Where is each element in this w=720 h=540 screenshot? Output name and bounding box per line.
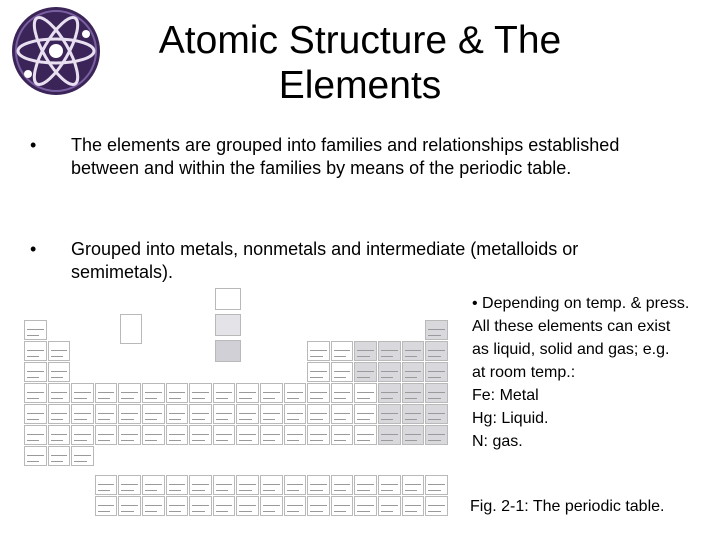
element-cell (402, 362, 425, 382)
element-cell (260, 404, 283, 424)
title-line-1: Atomic Structure & The (158, 19, 562, 62)
element-cell (236, 496, 259, 516)
element-cell (425, 475, 448, 495)
element-cell (354, 404, 377, 424)
legend-swatch (215, 288, 241, 310)
element-cell (260, 425, 283, 445)
element-cell (213, 475, 236, 495)
element-cell (236, 475, 259, 495)
element-cell (402, 383, 425, 403)
element-cell (213, 425, 236, 445)
element-cell (142, 475, 165, 495)
side-note (472, 292, 718, 453)
element-cell (284, 475, 307, 495)
element-cell (354, 362, 377, 382)
element-cell (260, 383, 283, 403)
element-cell (425, 341, 448, 361)
element-cell (213, 383, 236, 403)
element-cell (48, 446, 71, 466)
side-note-line: N: gas. (472, 433, 523, 450)
slide-title (115, 18, 605, 108)
element-cell (166, 496, 189, 516)
element-cell (307, 362, 330, 382)
element-cell (189, 496, 212, 516)
element-cell (378, 404, 401, 424)
element-cell (95, 475, 118, 495)
side-note-line: at room temp.: (472, 364, 576, 381)
element-cell (213, 496, 236, 516)
element-cell (378, 341, 401, 361)
element-cell (331, 425, 354, 445)
element-cell (166, 404, 189, 424)
side-note-lead: • Depending on temp. & press. (472, 295, 690, 312)
element-cell (213, 404, 236, 424)
element-cell (142, 404, 165, 424)
side-note-line: Hg: Liquid. (472, 410, 549, 427)
element-cell (142, 383, 165, 403)
element-cell (331, 496, 354, 516)
element-cell (425, 362, 448, 382)
element-cell (425, 496, 448, 516)
element-cell (284, 496, 307, 516)
element-cell (71, 383, 94, 403)
element-cell (48, 404, 71, 424)
element-cell (95, 496, 118, 516)
element-cell (118, 404, 141, 424)
element-cell (95, 404, 118, 424)
element-cell (189, 404, 212, 424)
element-cell (425, 425, 448, 445)
element-cell (378, 475, 401, 495)
element-cell (402, 404, 425, 424)
element-cell (71, 425, 94, 445)
periodic-table-figure (22, 280, 454, 536)
title-line-2: Elements (278, 64, 442, 107)
element-cell (402, 475, 425, 495)
element-cell (354, 475, 377, 495)
element-cell (142, 496, 165, 516)
element-cell (331, 404, 354, 424)
element-cell (48, 362, 71, 382)
element-cell (378, 425, 401, 445)
element-cell (48, 341, 71, 361)
element-cell (307, 425, 330, 445)
element-cell (24, 446, 47, 466)
element-cell (118, 475, 141, 495)
bullet-marker: • (30, 135, 37, 155)
element-cell (24, 362, 47, 382)
element-cell (307, 383, 330, 403)
element-cell (118, 496, 141, 516)
element-cell (71, 446, 94, 466)
legend-swatch (215, 340, 241, 362)
element-cell (166, 383, 189, 403)
element-cell (24, 320, 47, 340)
element-cell (95, 383, 118, 403)
element-cell (166, 475, 189, 495)
element-cell (307, 341, 330, 361)
bullet-text: The elements are grouped into families and relationships established between and within the families by means of the periodic table. (71, 135, 620, 178)
bullet-marker: • (30, 239, 37, 259)
element-cell (24, 341, 47, 361)
element-cell (354, 341, 377, 361)
element-cell (402, 496, 425, 516)
side-note-line: All these elements can exist (472, 318, 671, 335)
element-cell (284, 383, 307, 403)
element-cell (402, 341, 425, 361)
element-cell (71, 404, 94, 424)
atom-icon (6, 4, 106, 98)
element-cell (378, 496, 401, 516)
side-note-line: as liquid, solid and gas; e.g. (472, 341, 670, 358)
element-cell (307, 475, 330, 495)
key-box (120, 314, 142, 344)
element-cell (378, 362, 401, 382)
element-cell (118, 383, 141, 403)
element-cell (236, 383, 259, 403)
element-cell (118, 425, 141, 445)
element-cell (331, 341, 354, 361)
element-cell (425, 383, 448, 403)
bullet-text: Grouped into metals, nonmetals and intermediate (metalloids or semimetals). (71, 239, 579, 282)
element-cell (24, 425, 47, 445)
element-cell (331, 383, 354, 403)
element-cell (166, 425, 189, 445)
element-cell (354, 383, 377, 403)
element-cell (260, 475, 283, 495)
element-cell (24, 383, 47, 403)
side-note-line: Fe: Metal (472, 387, 539, 404)
element-cell (142, 425, 165, 445)
element-cell (354, 425, 377, 445)
element-cell (189, 383, 212, 403)
element-cell (189, 475, 212, 495)
element-cell (260, 496, 283, 516)
element-cell (331, 475, 354, 495)
legend-swatch (215, 314, 241, 336)
element-cell (378, 383, 401, 403)
element-cell (307, 404, 330, 424)
element-cell (48, 425, 71, 445)
element-cell (236, 404, 259, 424)
element-cell (425, 320, 448, 340)
element-cell (402, 425, 425, 445)
element-cell (354, 496, 377, 516)
element-cell (307, 496, 330, 516)
element-cell (425, 404, 448, 424)
element-cell (331, 362, 354, 382)
element-cell (284, 404, 307, 424)
element-cell (236, 425, 259, 445)
element-cell (189, 425, 212, 445)
element-cell (95, 425, 118, 445)
figure-caption: Fig. 2-1: The periodic table. (470, 498, 665, 515)
element-cell (48, 383, 71, 403)
element-cell (24, 404, 47, 424)
element-cell (284, 425, 307, 445)
